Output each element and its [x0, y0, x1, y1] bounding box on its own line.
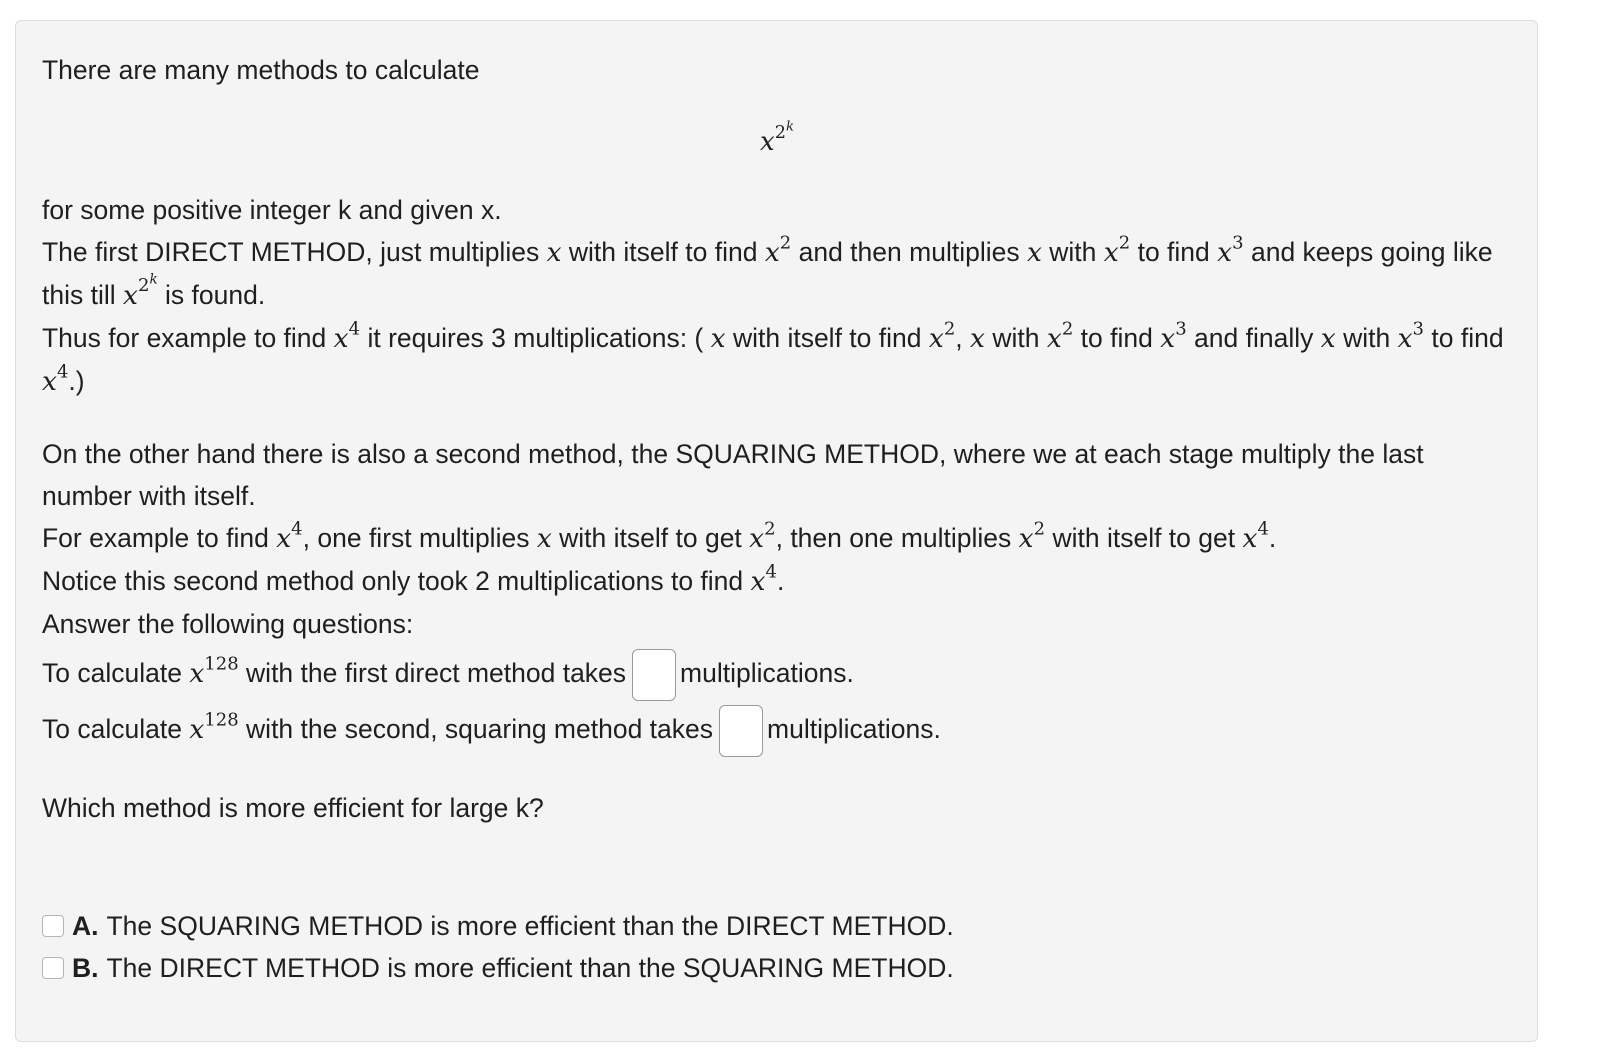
text-span: and keeps going like this till: [42, 237, 1493, 310]
math-x-128: $x^{128}$: [189, 653, 239, 689]
text-span: with: [1049, 237, 1097, 267]
math-x-fourth: $x^4$: [333, 318, 361, 354]
math-x: x: [546, 237, 562, 268]
text-span: with itself to find: [732, 323, 922, 353]
math-x-squared: $x^2$: [764, 232, 792, 268]
text-span: with itself to get: [1052, 523, 1236, 553]
direct-line-1: for some positive integer k and given x.: [42, 195, 502, 225]
math-x: x: [710, 323, 726, 354]
text-span: with itself to find: [568, 237, 758, 267]
math-x-fourth: $x^4$: [42, 361, 69, 397]
direct-description: [42, 231, 1512, 317]
display-exp-base: 2: [774, 122, 786, 143]
display-exponent: [774, 119, 794, 143]
text-span: with itself to get: [559, 523, 742, 553]
question-direct-row: [42, 645, 1512, 701]
text-span: and then multiplies: [798, 237, 1020, 267]
spacer: [42, 403, 1512, 433]
text-span: The first DIRECT METHOD, just multiplies: [42, 237, 540, 267]
math-x-squared: $x^2$: [1046, 318, 1074, 354]
math-x: x: [536, 523, 552, 554]
squaring-line-1: On the other hand there is also a second method, the SQUARING METHOD, where we at each stage multiply the last number with itself.: [42, 439, 1424, 511]
squaring-notice: [42, 560, 1512, 603]
text-span: .): [68, 366, 85, 396]
direct-answer-input[interactable]: [632, 649, 676, 701]
question-content: [42, 49, 1512, 989]
math-x-squared: $x^2$: [749, 518, 776, 554]
squaring-example: [42, 517, 1512, 560]
efficiency-question: Which method is more efficient for large k?: [42, 793, 544, 823]
math-x: x: [970, 323, 985, 354]
text-span: and finally: [1194, 323, 1314, 353]
text-span: with: [1343, 323, 1391, 353]
display-exp-exp: k: [785, 119, 794, 135]
text-span: Thus for example to find: [42, 323, 327, 353]
choice-b-checkbox[interactable]: [42, 957, 64, 979]
math-x-cubed: $x^3$: [1217, 232, 1244, 268]
math-x-fourth: $x^4$: [276, 518, 303, 554]
text-span: multiplications.: [680, 658, 854, 688]
question-squaring-row: [42, 701, 1512, 757]
text-span: it requires 3 multiplications: (: [367, 323, 704, 353]
text-span: to find: [1431, 323, 1504, 353]
math-x-squared: $x^2$: [1103, 232, 1131, 268]
text-span: .: [776, 566, 785, 596]
text-span: is found.: [165, 280, 266, 310]
answer-choices: [42, 905, 1512, 989]
display-base: x: [760, 127, 775, 157]
text-span: multiplications.: [767, 714, 941, 744]
text-span: with the first direct method takes: [246, 658, 627, 688]
text-span: To calculate: [42, 714, 182, 744]
math-x-2k: $x^{2^k}$: [123, 271, 158, 311]
math-x-cubed: $x^3$: [1397, 318, 1425, 354]
text-span: to find: [1080, 323, 1153, 353]
intro-text: There are many methods to calculate: [42, 55, 480, 85]
math-x-cubed: $x^3$: [1160, 318, 1187, 354]
text-span: with the second, squaring method takes: [246, 714, 714, 744]
text-span: with: [992, 323, 1040, 353]
display-formula: [42, 93, 1512, 189]
math-x: x: [1026, 237, 1042, 268]
answer-prompt: Answer the following questions:: [42, 609, 414, 639]
direct-example: [42, 317, 1512, 403]
text-span: to find: [1137, 237, 1210, 267]
choice-a-text: The SQUARING METHOD is more efficient than the DIRECT METHOD.: [106, 911, 954, 941]
text-span: ,: [955, 323, 963, 353]
text-span: , then one multiplies: [775, 523, 1012, 553]
choice-a-checkbox[interactable]: [42, 915, 64, 937]
text-span: To calculate: [42, 658, 182, 688]
choice-b-text: The DIRECT METHOD is more efficient than the SQUARING METHOD.: [106, 953, 954, 983]
paragraph-squaring-method: [42, 433, 1512, 645]
choice-b-letter: B.: [72, 953, 99, 983]
math-x: x: [1320, 323, 1336, 354]
squaring-answer-input[interactable]: [719, 705, 763, 757]
choice-b[interactable]: [42, 947, 1512, 989]
choice-a[interactable]: [42, 905, 1512, 947]
question-card: [15, 20, 1538, 1042]
math-x-squared: $x^2$: [928, 318, 956, 354]
math-x-128: $x^{128}$: [189, 709, 239, 745]
choice-a-letter: A.: [72, 911, 99, 941]
math-x-squared: $x^2$: [1018, 518, 1046, 554]
text-span: Notice this second method only took 2 multiplications to find: [42, 566, 744, 596]
math-x-fourth: $x^4$: [1242, 518, 1269, 554]
text-span: , one first multiplies: [302, 523, 530, 553]
math-x-fourth: $x^4$: [750, 561, 777, 597]
paragraph-direct-method: [42, 189, 1512, 403]
text-span: .: [1268, 523, 1277, 553]
text-span: For example to find: [42, 523, 269, 553]
